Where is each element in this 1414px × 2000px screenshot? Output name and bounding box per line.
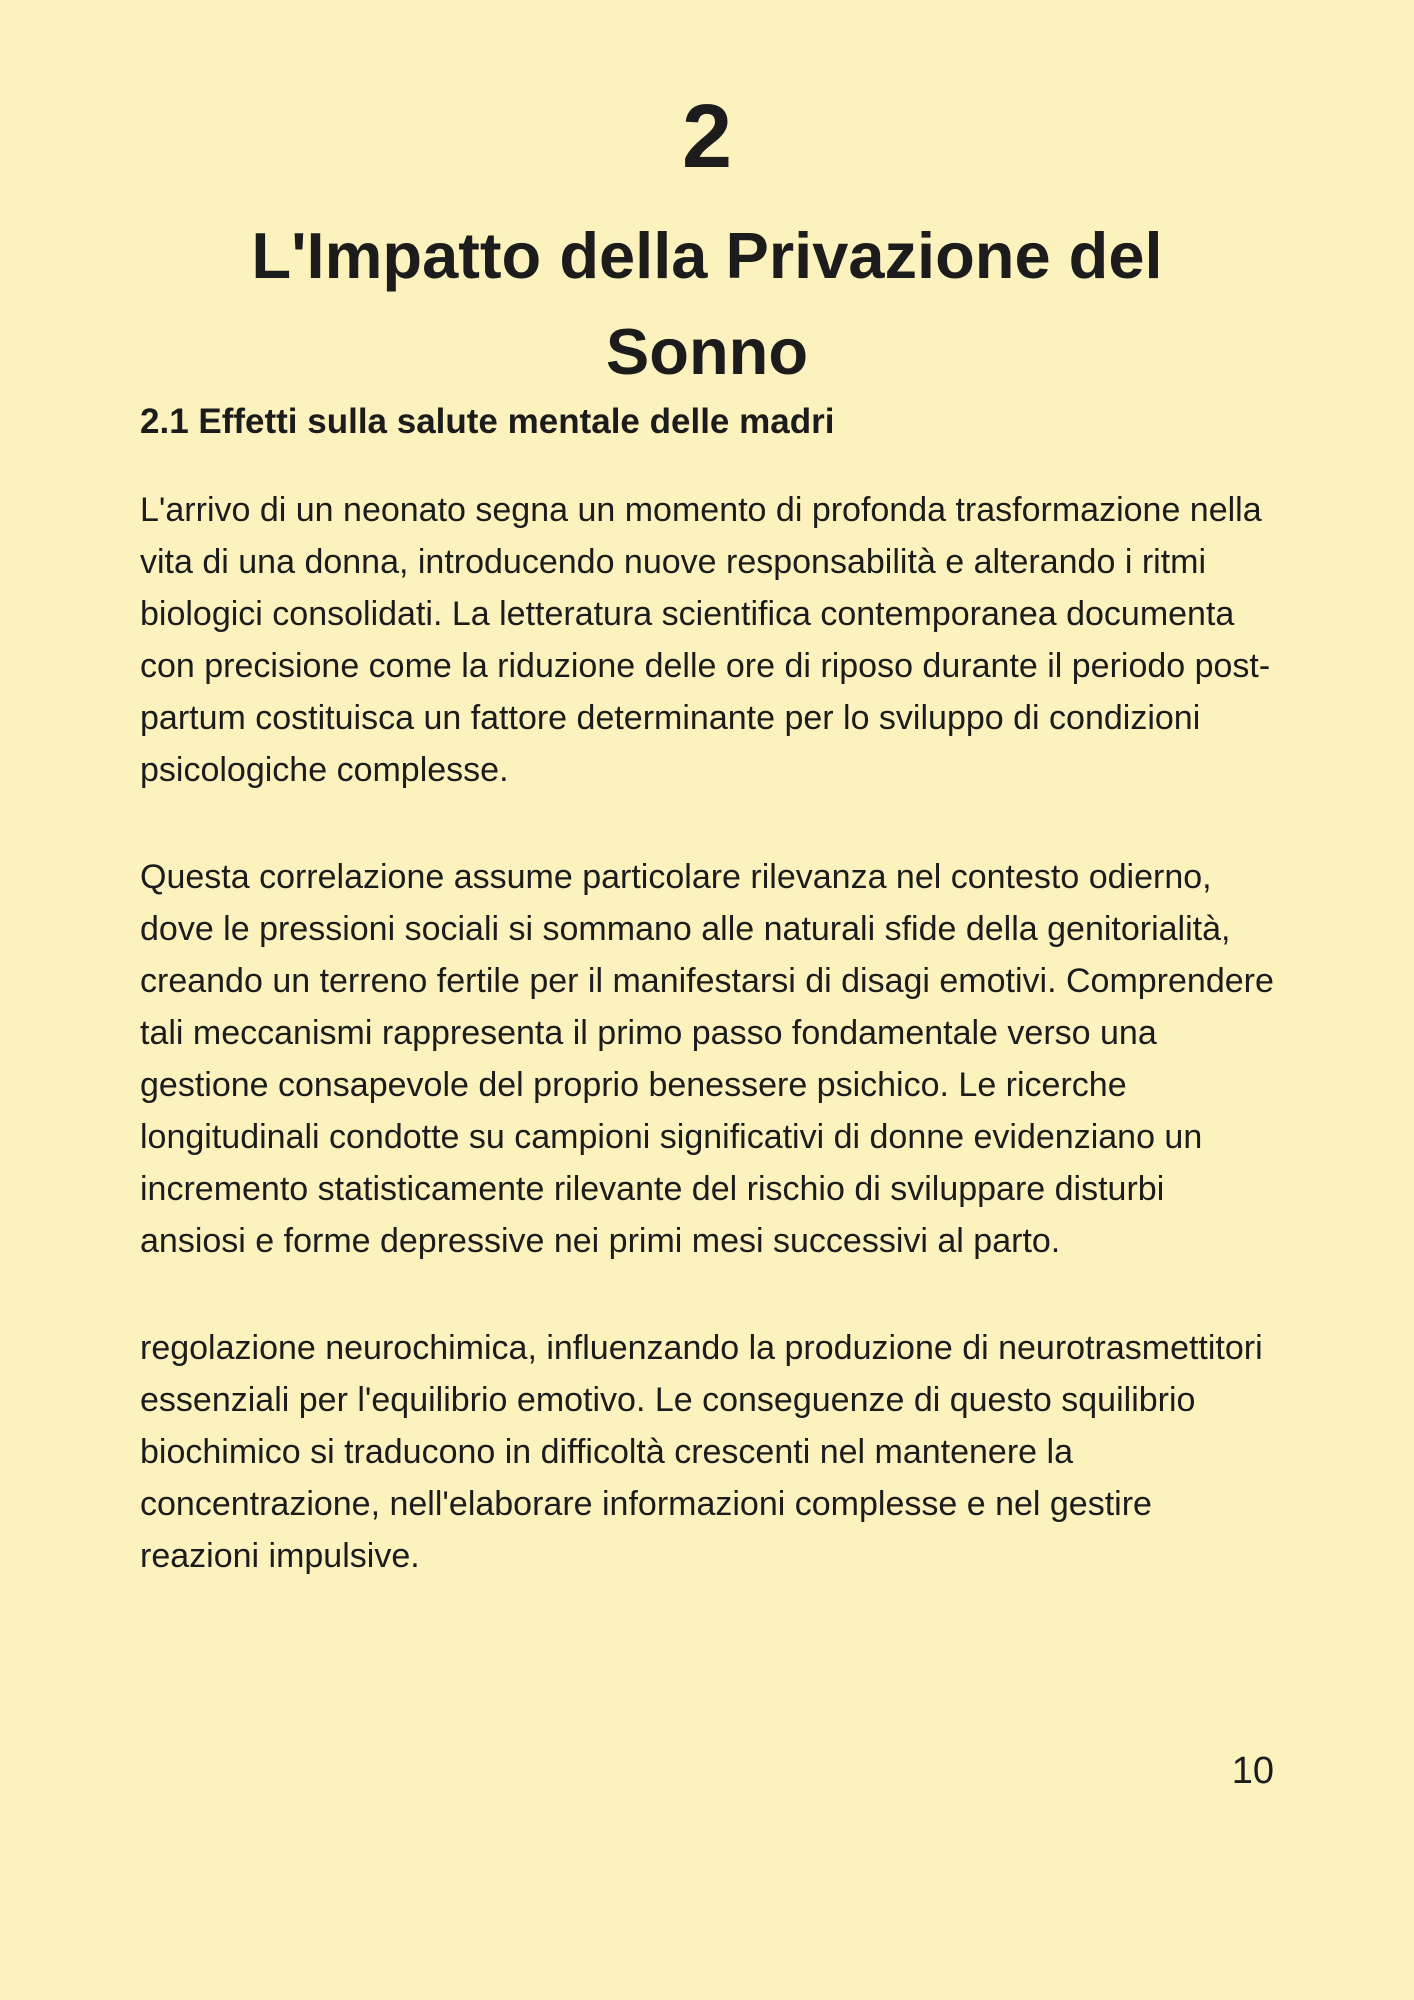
chapter-title — [140, 208, 1274, 400]
page-number: 10 — [1231, 1750, 1274, 1792]
section-heading: 2.1 Effetti sulla salute mentale delle madri — [140, 402, 835, 441]
page-content — [140, 0, 1274, 1582]
paragraph-3: regolazione neurochimica, influenzando la produzione di neurotrasmettitori essenziali per l'equilibrio emotivo. Le conseguenze di questo squilibrio biochimico si traducono in difficoltà crescenti nel mantenere la concentrazione, nell'elaborare informazioni complesse e nel gestire reazioni impulsive. — [140, 1329, 1263, 1575]
chapter-title-line-2: Sonno — [605, 315, 809, 388]
paragraph-2: Questa correlazione assume particolare rilevanza nel contesto odierno, dove le pressioni sociali si sommano alle naturali sfide della genitorialità, creando un terreno fertile per il manifestarsi di disagi emotivi. Comprendere tali meccanismi rappresenta il primo passo fondamentale verso una gestione consapevole del proprio benessere psichico. Le ricerche longitudinali condotte su campioni significativi di donne evidenziano un incremento statisticamente rilevante del rischio di sviluppare disturbi ansiosi e forme depressive nei primi mesi successivi al parto. — [140, 858, 1274, 1260]
paragraph-1: L'arrivo di un neonato segna un momento di profonda trasformazione nella vita di una donna, introducendo nuove responsabilità e alterando i ritmi biologici consolidati. La letteratura scientifica contemporanea documenta con precisione come la riduzione delle ore di riposo durante il periodo post-partum costituisca un fattore determinante per lo sviluppo di condizioni psicologiche complesse. — [140, 491, 1271, 789]
chapter-title-line-1: L'Impatto della Privazione del — [251, 219, 1163, 292]
chapter-number: 2 — [681, 87, 733, 187]
body-text — [140, 484, 1274, 1582]
